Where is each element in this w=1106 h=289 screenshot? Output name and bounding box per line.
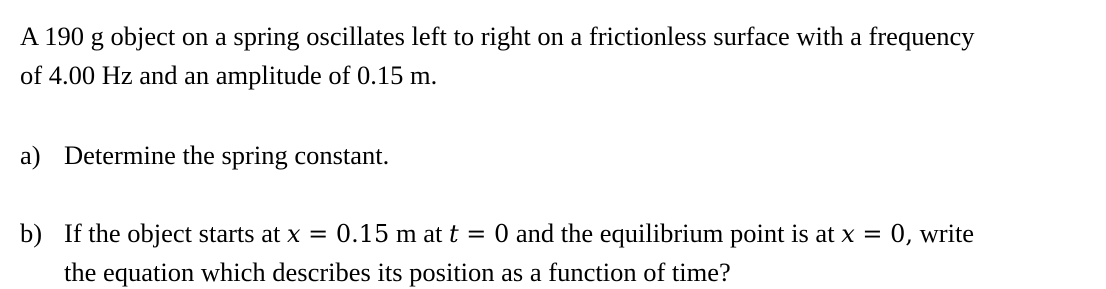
math-variable-x: x = 0.15 bbox=[286, 220, 390, 248]
question-b-text-4: write bbox=[913, 218, 975, 248]
problem-statement-line-2: of 4.00 Hz and an amplitude of 0.15 m. bbox=[20, 60, 438, 90]
question-b-line-2: the equation which describes its position as a function of time? bbox=[64, 257, 731, 287]
question-a-text: Determine the spring constant. bbox=[64, 140, 390, 170]
math-equilibrium-x: x = 0, bbox=[841, 220, 913, 248]
problem-statement-line-1: A 190 g object on a spring oscillates left to right on a frictionless surface with a frequency bbox=[20, 21, 975, 51]
question-b-line-1 bbox=[20, 216, 974, 251]
question-a bbox=[20, 138, 389, 172]
question-b-marker: b) bbox=[20, 218, 43, 248]
question-b-text-2: m at bbox=[389, 218, 449, 248]
question-b-text-3: and the equilibrium point is at bbox=[509, 218, 842, 248]
question-b-text-1: If the object starts at bbox=[64, 218, 287, 248]
math-variable-t: t = 0 bbox=[448, 220, 510, 248]
question-a-marker: a) bbox=[20, 140, 41, 170]
